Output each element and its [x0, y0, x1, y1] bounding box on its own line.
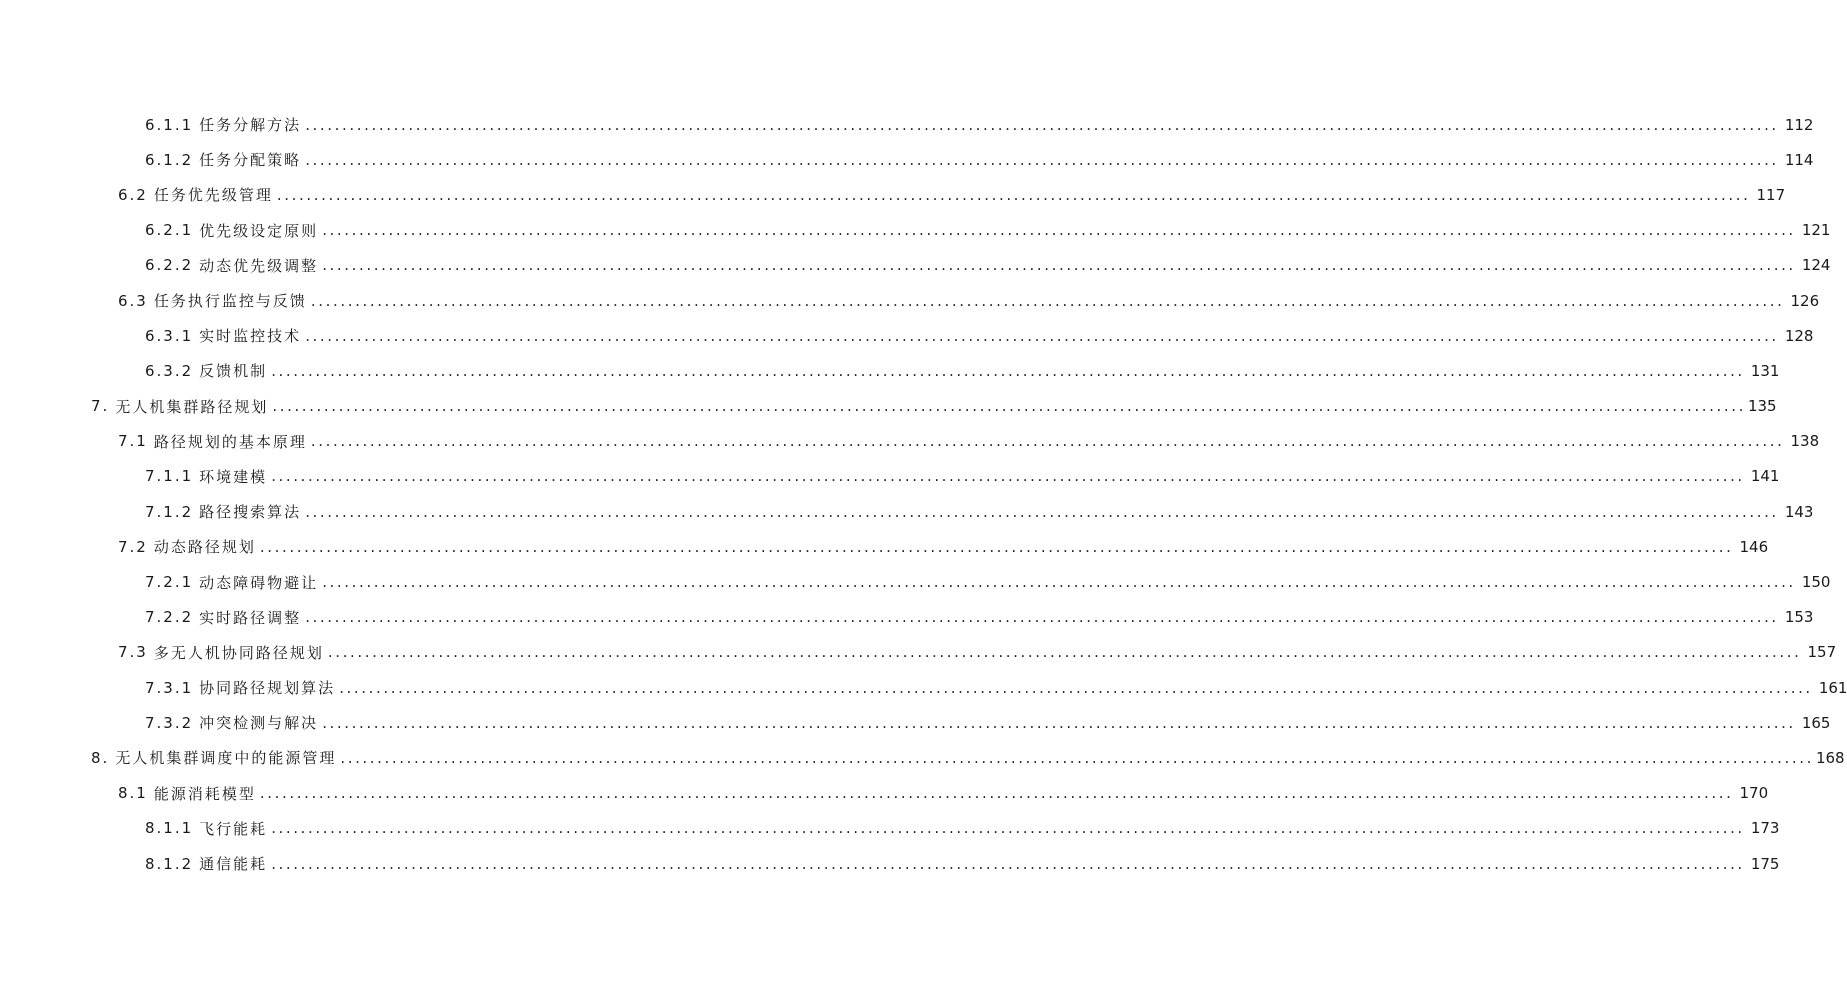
dot-leader: ........................................................................................................................................................................................................: [322, 256, 1796, 275]
toc-entry[interactable]: [0, 459, 1780, 494]
toc-entry-page-number: 117: [1756, 185, 1786, 204]
toc-entry-title: 冲突检测与解决: [199, 714, 319, 733]
toc-entry-number: 6.2.1: [145, 221, 194, 240]
toc-entry-number: 6.1.2: [145, 150, 194, 169]
toc-entry[interactable]: [0, 811, 1780, 846]
toc-entry-title: 路径规划的基本原理: [153, 432, 307, 451]
dot-leader: ........................................................................................................................................................................................................: [310, 432, 1785, 451]
toc-entry[interactable]: [0, 846, 1780, 881]
toc-entry[interactable]: [0, 740, 1845, 775]
toc-entry[interactable]: [0, 213, 1831, 248]
toc-entry-page-number: 141: [1750, 467, 1780, 486]
toc-entry[interactable]: [0, 142, 1814, 177]
dot-leader: ........................................................................................................................................................................................................: [305, 326, 1779, 345]
dot-leader: ........................................................................................................................................................................................................: [305, 608, 1779, 627]
toc-entry-title: 优先级设定原则: [199, 221, 319, 240]
toc-entry[interactable]: [0, 635, 1837, 670]
toc-entry-title: 动态障碍物避让: [199, 573, 319, 592]
toc-entry-title: 实时路径调整: [199, 608, 302, 627]
dot-leader: ........................................................................................................................................................................................................: [340, 748, 1814, 767]
dot-leader: ........................................................................................................................................................................................................: [271, 854, 1745, 873]
toc-entry-title: 任务优先级管理: [153, 186, 273, 205]
toc-entry-page-number: 114: [1784, 150, 1814, 169]
dot-leader: ........................................................................................................................................................................................................: [271, 361, 1745, 380]
toc-entry-page-number: 168: [1815, 748, 1845, 767]
toc-entry-title: 无人机集群调度中的能源管理: [115, 749, 337, 768]
toc-entry-title: 任务分解方法: [199, 116, 302, 135]
toc-entry-title: 动态路径规划: [153, 538, 256, 557]
toc-entry-page-number: 112: [1784, 115, 1814, 134]
table-of-contents: [0, 107, 1847, 881]
toc-entry[interactable]: [0, 705, 1831, 740]
toc-entry-page-number: 165: [1801, 713, 1831, 732]
toc-entry-number: 6.3.2: [145, 361, 194, 380]
toc-entry[interactable]: [0, 600, 1814, 635]
toc-entry-title: 任务分配策略: [199, 151, 302, 170]
toc-entry-number: 7.: [91, 397, 110, 416]
dot-leader: ........................................................................................................................................................................................................: [322, 573, 1796, 592]
toc-entry-title: 反馈机制: [199, 362, 268, 381]
toc-entry-number: 7.3: [118, 643, 148, 662]
toc-entry-number: 6.2: [118, 185, 148, 204]
toc-entry-page-number: 153: [1784, 608, 1814, 627]
toc-entry-page-number: 124: [1801, 256, 1831, 275]
toc-entry[interactable]: [0, 283, 1820, 318]
toc-entry-number: 8.1: [118, 784, 148, 803]
toc-entry[interactable]: [0, 529, 1769, 564]
dot-leader: ........................................................................................................................................................................................................: [259, 537, 1734, 556]
toc-entry-title: 协同路径规划算法: [199, 679, 336, 698]
toc-entry-page-number: 126: [1790, 291, 1820, 310]
toc-entry[interactable]: [0, 353, 1780, 388]
toc-entry-number: 7.1: [118, 432, 148, 451]
dot-leader: ........................................................................................................................................................................................................: [310, 291, 1785, 310]
toc-entry-title: 实时监控技术: [199, 327, 302, 346]
toc-entry-title: 无人机集群路径规划: [115, 397, 269, 416]
toc-entry-page-number: 128: [1784, 326, 1814, 345]
toc-entry-number: 7.2.2: [145, 608, 194, 627]
toc-entry-number: 6.1.1: [145, 115, 194, 134]
toc-entry-page-number: 161: [1818, 678, 1847, 697]
toc-entry-title: 飞行能耗: [199, 819, 268, 838]
toc-entry-number: 6.2.2: [145, 256, 194, 275]
toc-entry-page-number: 131: [1750, 361, 1780, 380]
dot-leader: ........................................................................................................................................................................................................: [339, 678, 1813, 697]
toc-entry-page-number: 121: [1801, 221, 1831, 240]
dot-leader: ........................................................................................................................................................................................................: [305, 502, 1779, 521]
dot-leader: ........................................................................................................................................................................................................: [327, 643, 1802, 662]
toc-entry-title: 通信能耗: [199, 855, 268, 874]
toc-entry[interactable]: [0, 248, 1831, 283]
toc-entry-number: 7.3.1: [145, 678, 194, 697]
dot-leader: ........................................................................................................................................................................................................: [272, 397, 1746, 416]
toc-entry-number: 7.1.1: [145, 467, 194, 486]
toc-entry-title: 能源消耗模型: [153, 784, 256, 803]
toc-entry-number: 7.3.2: [145, 713, 194, 732]
toc-entry-number: 6.3: [118, 291, 148, 310]
toc-entry-title: 动态优先级调整: [199, 256, 319, 275]
toc-entry[interactable]: [0, 389, 1777, 424]
toc-entry[interactable]: [0, 107, 1814, 142]
toc-entry-title: 环境建模: [199, 467, 268, 486]
toc-entry-title: 路径搜索算法: [199, 503, 302, 522]
toc-entry-page-number: 135: [1747, 397, 1777, 416]
toc-entry-title: 多无人机协同路径规划: [153, 643, 324, 662]
dot-leader: ........................................................................................................................................................................................................: [271, 819, 1745, 838]
toc-entry-page-number: 146: [1739, 537, 1769, 556]
toc-entry-page-number: 170: [1739, 784, 1769, 803]
toc-entry-page-number: 143: [1784, 502, 1814, 521]
toc-entry[interactable]: [0, 776, 1769, 811]
toc-entry-page-number: 175: [1750, 854, 1780, 873]
toc-entry-number: 8.1.2: [145, 854, 194, 873]
toc-entry-title: 任务执行监控与反馈: [153, 292, 307, 311]
toc-entry-number: 7.2.1: [145, 573, 194, 592]
dot-leader: ........................................................................................................................................................................................................: [305, 150, 1779, 169]
toc-entry[interactable]: [0, 670, 1847, 705]
toc-entry-page-number: 157: [1807, 643, 1837, 662]
toc-entry-number: 8.1.1: [145, 819, 194, 838]
toc-entry[interactable]: [0, 494, 1814, 529]
toc-entry[interactable]: [0, 564, 1831, 599]
toc-entry-number: 8.: [91, 748, 110, 767]
dot-leader: ........................................................................................................................................................................................................: [322, 221, 1796, 240]
dot-leader: ........................................................................................................................................................................................................: [322, 713, 1796, 732]
toc-entry[interactable]: [0, 318, 1814, 353]
toc-entry[interactable]: [0, 177, 1786, 212]
dot-leader: ........................................................................................................................................................................................................: [259, 784, 1734, 803]
toc-entry[interactable]: [0, 424, 1820, 459]
toc-entry-page-number: 150: [1801, 573, 1831, 592]
dot-leader: ........................................................................................................................................................................................................: [276, 185, 1751, 204]
toc-entry-page-number: 173: [1750, 819, 1780, 838]
toc-entry-page-number: 138: [1790, 432, 1820, 451]
dot-leader: ........................................................................................................................................................................................................: [305, 115, 1779, 134]
toc-entry-number: 7.2: [118, 537, 148, 556]
toc-entry-number: 7.1.2: [145, 502, 194, 521]
toc-entry-number: 6.3.1: [145, 326, 194, 345]
dot-leader: ........................................................................................................................................................................................................: [271, 467, 1745, 486]
